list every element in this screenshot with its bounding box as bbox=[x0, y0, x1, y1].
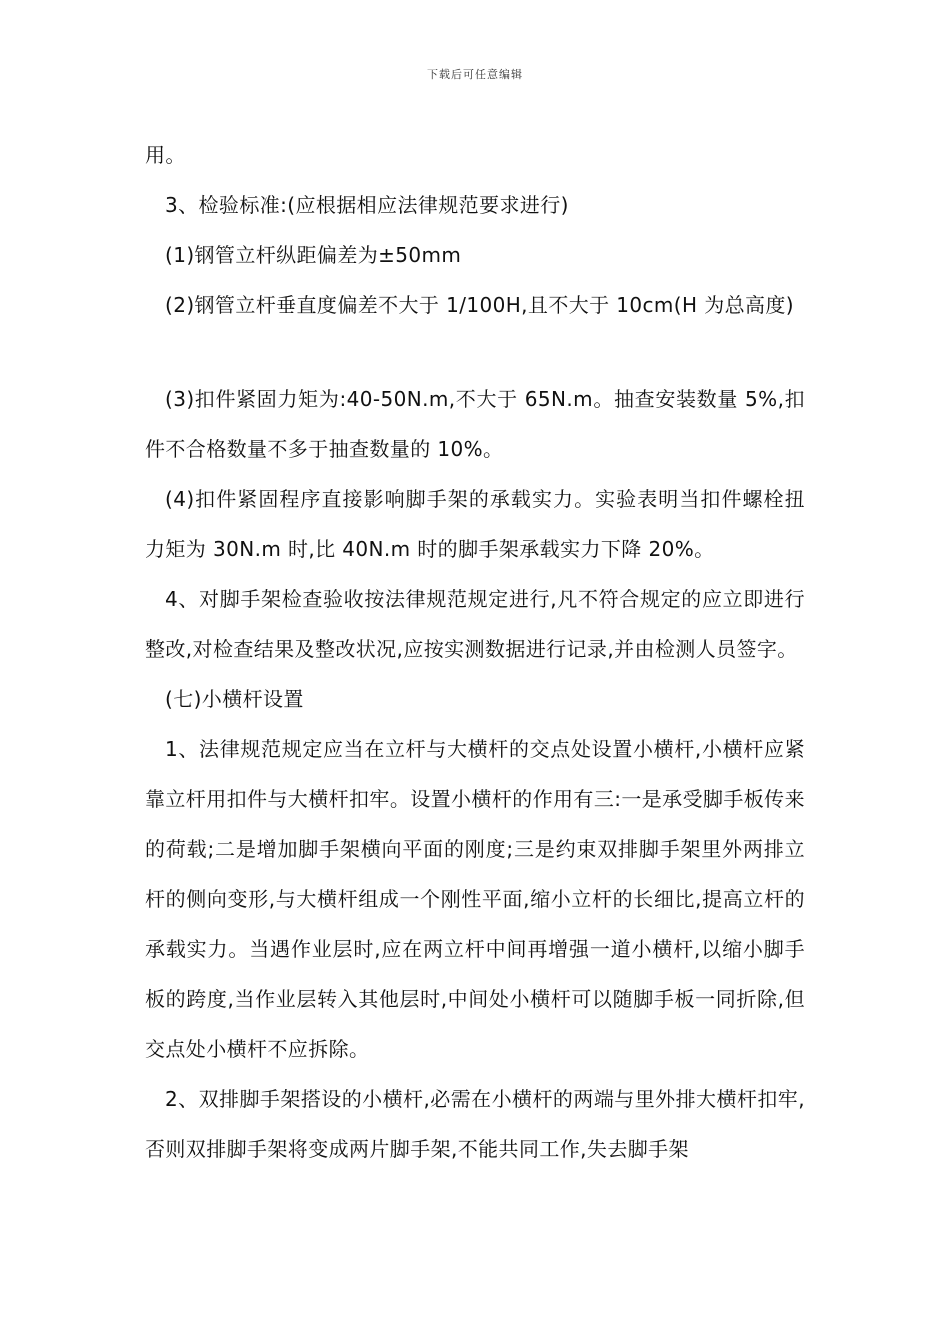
paragraph-item-4: (4)扣件紧固程序直接影响脚手架的承载实力。实验表明当扣件螺栓扭力矩为 30N.m 时,比 40N.m 时的脚手架承载实力下降 20%。 bbox=[145, 487, 805, 561]
paragraph-small-crossbar-1: 1、法律规范规定应当在立杆与大横杆的交点处设置小横杆,小横杆应紧靠立杆用扣件与大横杆扣牢。设置小横杆的作用有三:一是承受脚手板传来的荷载;二是增加脚手架横向平面的刚度;三是约束双排脚手架里外两排立杆的侧向变形,与大横杆组成一个刚性平面,缩小立杆的长细比,提高立杆的承载实力。当遇作业层时,应在两立杆中间再增强一道小横杆,以缩小脚手板的跨度,当作业层转入其他层时,中间处小横杆可以随脚手板一同折除,但交点处小横杆不应拆除。 bbox=[145, 737, 805, 1061]
paragraph-section-4: 4、对脚手架检查验收按法律规范规定进行,凡不符合规定的应立即进行整改,对检查结果及整改状况,应按实测数据进行记录,并由检测人员签字。 bbox=[145, 587, 805, 661]
blank-gap bbox=[145, 330, 805, 374]
paragraph-item-3: (3)扣件紧固力矩为:40-50N.m,不大于 65N.m。抽查安装数量 5%,扣件不合格数量不多于抽查数量的 10%。 bbox=[145, 387, 805, 461]
paragraph-small-crossbar-2: 2、双排脚手架搭设的小横杆,必需在小横杆的两端与里外排大横杆扣牢,否则双排脚手架将变成两片脚手架,不能共同工作,失去脚手架 bbox=[145, 1087, 805, 1161]
paragraph-item-1: (1)钢管立杆纵距偏差为±50mm bbox=[165, 243, 462, 267]
page-header: 下载后可任意编辑 bbox=[427, 68, 523, 81]
paragraph-continuation: 用。 bbox=[145, 143, 186, 167]
document-body bbox=[145, 130, 805, 1174]
paragraph-inspection-standard: 3、检验标准:(应根据相应法律规范要求进行) bbox=[165, 193, 569, 217]
paragraph-item-2: (2)钢管立杆垂直度偏差不大于 1/100H,且不大于 10cm(H 为总高度) bbox=[165, 293, 795, 317]
section-heading-7: (七)小横杆设置 bbox=[165, 687, 304, 711]
